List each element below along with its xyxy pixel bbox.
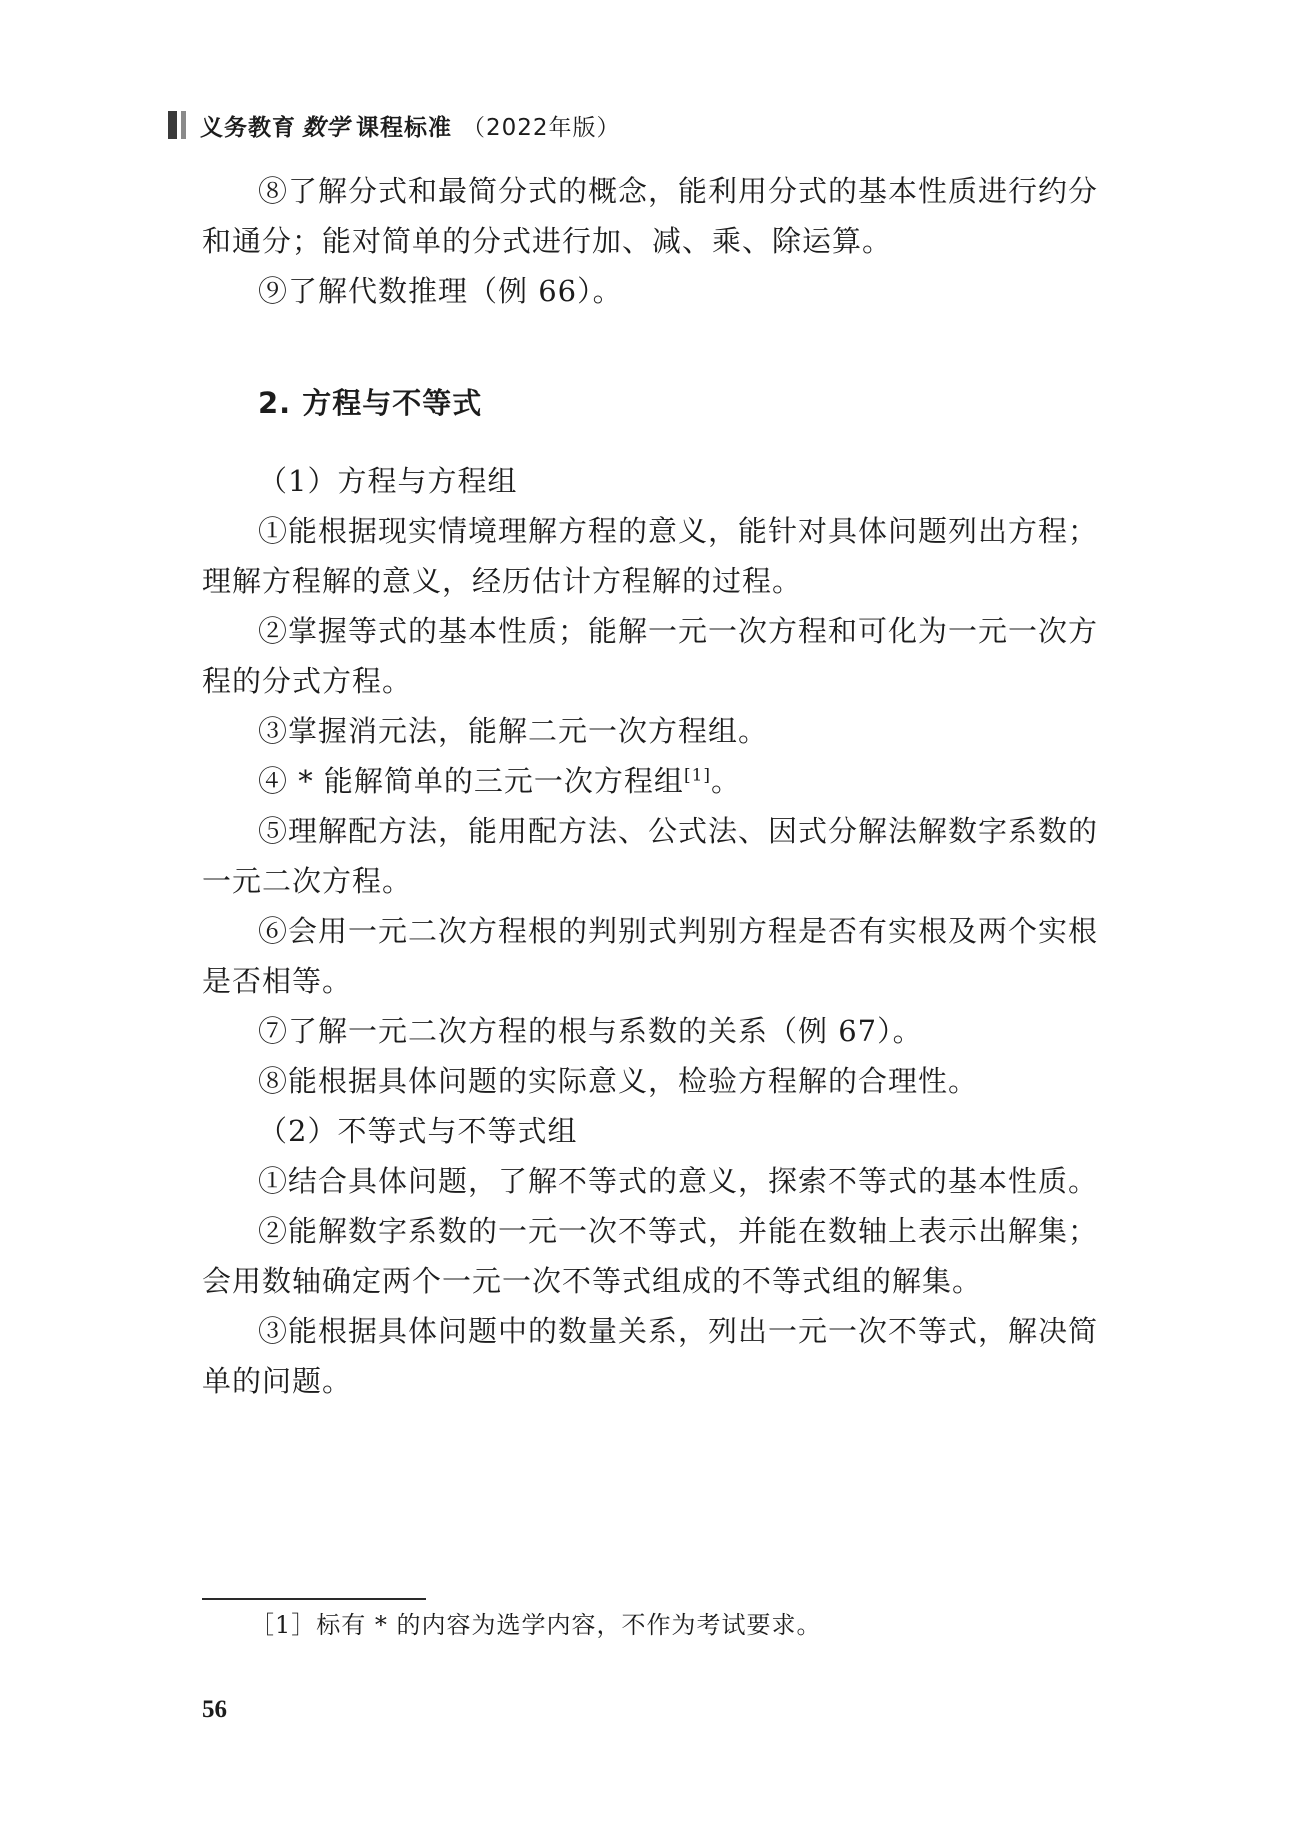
equations-item-4-end: 。 [711, 764, 742, 798]
equations-item-4-text: ④ * 能解简单的三元一次方程组 [258, 764, 684, 798]
inequalities-item-1: ①结合具体问题，了解不等式的意义，探索不等式的基本性质。 [258, 1164, 1099, 1198]
running-header [168, 108, 621, 142]
footnote-divider [202, 1598, 426, 1600]
equations-item-4 [202, 756, 1112, 806]
paragraph-item-9: ⑨了解代数推理（例 66）。 [258, 274, 623, 308]
equations-item-5: ⑤理解配方法，能用配方法、公式法、因式分解法解数字系数的一元二次方程。 [202, 814, 1099, 898]
header-title [200, 109, 621, 142]
equations-item-7: ⑦了解一元二次方程的根与系数的关系（例 67）。 [258, 1014, 923, 1048]
subsection-title-equations: （1）方程与方程组 [258, 464, 518, 498]
header-suffix: 课程标准 [356, 114, 452, 141]
header-bar-light [181, 111, 186, 139]
body-main [202, 456, 1112, 1406]
section-heading-block [202, 378, 1112, 428]
equations-item-6: ⑥会用一元二次方程根的判别式判别方程是否有实根及两个实根是否相等。 [202, 914, 1099, 998]
header-subject: 数学 [302, 114, 350, 141]
footnote: ［1］标有 * 的内容为选学内容，不作为考试要求。 [250, 1611, 822, 1639]
body-upper [202, 166, 1112, 316]
page-number: 56 [202, 1696, 227, 1723]
inequalities-item-2: ②能解数字系数的一元一次不等式，并能在数轴上表示出解集；会用数轴确定两个一元一次不等式组成的不等式组的解集。 [202, 1214, 1099, 1298]
section-title: 2. 方程与不等式 [258, 386, 483, 420]
subsection-title-inequalities: （2）不等式与不等式组 [258, 1114, 578, 1148]
equations-item-3: ③掌握消元法，能解二元一次方程组。 [258, 714, 769, 748]
header-edition: （2022年版） [462, 114, 621, 141]
equations-item-2: ②掌握等式的基本性质；能解一元一次方程和可化为一元一次方程的分式方程。 [202, 614, 1099, 698]
paragraph-item-8: ⑧了解分式和最简分式的概念，能利用分式的基本性质进行约分和通分；能对简单的分式进行加、减、乘、除运算。 [202, 174, 1099, 258]
header-bar-dark [168, 111, 177, 139]
equations-item-8: ⑧能根据具体问题的实际意义，检验方程解的合理性。 [258, 1064, 979, 1098]
equations-item-1: ①能根据现实情境理解方程的意义，能针对具体问题列出方程；理解方程解的意义，经历估计方程解的过程。 [202, 514, 1099, 598]
header-book-title: 义务教育 [200, 114, 296, 141]
footnote-reference[interactable]: [1] [683, 765, 712, 786]
header-bars-decoration [168, 111, 186, 139]
inequalities-item-3: ③能根据具体问题中的数量关系，列出一元一次不等式，解决简单的问题。 [202, 1314, 1099, 1398]
